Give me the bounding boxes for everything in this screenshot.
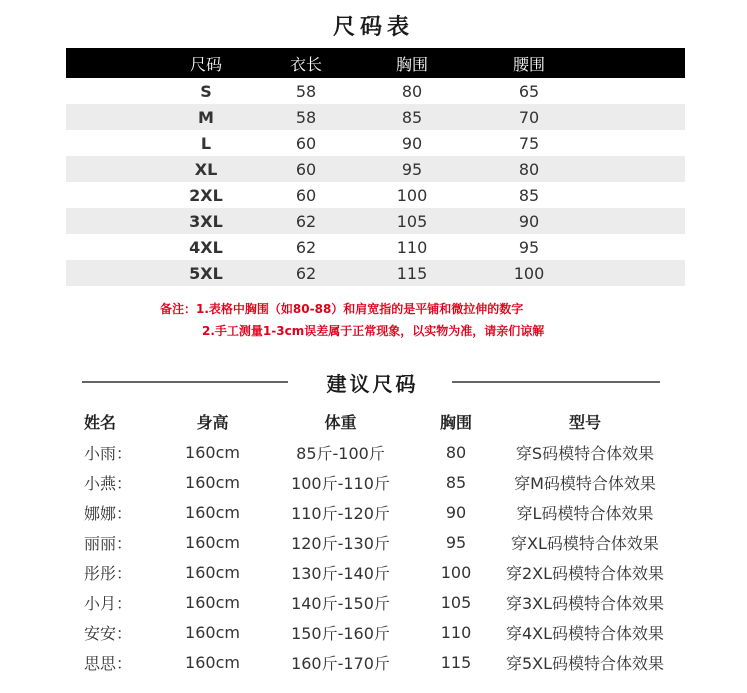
size-cell-size: XL bbox=[194, 159, 218, 179]
recommend-row bbox=[0, 467, 747, 497]
size-cell-length: 60 bbox=[295, 159, 317, 179]
recommend-cell-height: 160cm bbox=[185, 652, 240, 672]
size-cell-length: 62 bbox=[295, 263, 317, 283]
header-bust: 胸围 bbox=[439, 412, 472, 432]
recommend-cell-name: 思思： bbox=[84, 653, 133, 673]
recommend-cell-name: 小雨： bbox=[84, 443, 133, 463]
size-cell-bust: 105 bbox=[396, 211, 428, 231]
recommend-cell-model: 穿M码模特合体效果 bbox=[514, 473, 656, 493]
size-row bbox=[66, 234, 685, 260]
size-cell-length: 58 bbox=[295, 81, 317, 101]
size-row bbox=[66, 208, 685, 234]
divider-left bbox=[82, 381, 288, 383]
header-height: 身高 bbox=[196, 412, 229, 432]
size-cell-bust: 110 bbox=[396, 237, 428, 257]
size-row bbox=[66, 130, 685, 156]
recommend-cell-model: 穿2XL码模特合体效果 bbox=[505, 563, 665, 583]
size-cell-length: 62 bbox=[295, 237, 317, 257]
size-cell-bust: 85 bbox=[401, 107, 423, 127]
recommend-table bbox=[0, 405, 747, 677]
recommend-title: 建议尺码 bbox=[326, 372, 419, 396]
recommend-cell-name: 彤彤： bbox=[84, 563, 133, 583]
size-row bbox=[66, 78, 685, 104]
recommend-cell-model: 穿L码模特合体效果 bbox=[516, 503, 654, 523]
size-chart-title: 尺码表 bbox=[332, 15, 414, 40]
size-cell-size: 2XL bbox=[189, 185, 223, 205]
recommend-cell-name: 小燕： bbox=[84, 473, 133, 493]
recommend-cell-bust: 95 bbox=[445, 532, 467, 552]
recommend-cell-bust: 85 bbox=[445, 472, 467, 492]
recommend-cell-bust: 100 bbox=[440, 562, 472, 582]
recommend-row bbox=[0, 647, 747, 677]
header-bust: 胸围 bbox=[395, 54, 428, 74]
size-cell-waist: 85 bbox=[518, 185, 540, 205]
recommend-cell-weight: 100斤-110斤 bbox=[291, 473, 390, 493]
size-cell-waist: 70 bbox=[518, 107, 540, 127]
size-cell-size: 4XL bbox=[189, 237, 223, 257]
recommend-cell-model: 穿S码模特合体效果 bbox=[515, 443, 655, 463]
size-row bbox=[66, 104, 685, 130]
size-cell-size: 5XL bbox=[189, 263, 223, 283]
recommend-cell-model: 穿4XL码模特合体效果 bbox=[505, 623, 665, 643]
recommend-cell-height: 160cm bbox=[185, 472, 240, 492]
recommend-cell-name: 丽丽： bbox=[84, 533, 133, 553]
header-length: 衣长 bbox=[289, 54, 322, 74]
size-cell-size: S bbox=[200, 81, 212, 101]
recommend-row bbox=[0, 527, 747, 557]
recommend-row bbox=[0, 437, 747, 467]
size-cell-size: 3XL bbox=[189, 211, 223, 231]
recommend-cell-height: 160cm bbox=[185, 502, 240, 522]
recommend-cell-name: 小月： bbox=[84, 593, 133, 613]
size-cell-length: 60 bbox=[295, 185, 317, 205]
recommend-cell-height: 160cm bbox=[185, 562, 240, 582]
size-cell-length: 60 bbox=[295, 133, 317, 153]
size-chart-header bbox=[66, 48, 685, 78]
size-cell-waist: 90 bbox=[518, 211, 540, 231]
recommend-cell-model: 穿5XL码模特合体效果 bbox=[505, 653, 665, 673]
size-cell-bust: 95 bbox=[401, 159, 423, 179]
recommend-row bbox=[0, 557, 747, 587]
size-cell-waist: 75 bbox=[518, 133, 540, 153]
header-waist: 腰围 bbox=[512, 54, 545, 74]
size-cell-length: 58 bbox=[295, 107, 317, 127]
size-cell-length: 62 bbox=[295, 211, 317, 231]
recommend-cell-height: 160cm bbox=[185, 532, 240, 552]
size-row bbox=[66, 182, 685, 208]
note-line-1: 备注：1.表格中胸围（如80-88）和肩宽指的是平铺和微拉伸的数字 bbox=[160, 302, 524, 316]
recommend-row bbox=[0, 497, 747, 527]
size-row bbox=[66, 156, 685, 182]
recommend-cell-weight: 140斤-150斤 bbox=[291, 593, 390, 613]
size-chart-table bbox=[66, 48, 685, 286]
size-cell-size: M bbox=[198, 107, 214, 127]
size-cell-size: L bbox=[200, 133, 212, 153]
note-line-2: 2.手工测量1-3cm误差属于正常现象，以实物为准，请亲们谅解 bbox=[202, 324, 545, 338]
size-row bbox=[66, 260, 685, 286]
recommend-cell-weight: 160斤-170斤 bbox=[291, 653, 390, 673]
size-cell-bust: 100 bbox=[396, 185, 428, 205]
recommend-cell-name: 安安： bbox=[84, 623, 133, 643]
recommend-header bbox=[0, 405, 747, 437]
recommend-cell-bust: 105 bbox=[440, 592, 472, 612]
recommend-cell-model: 穿XL码模特合体效果 bbox=[511, 533, 659, 553]
recommend-cell-weight: 85斤-100斤 bbox=[296, 443, 385, 463]
recommend-cell-weight: 150斤-160斤 bbox=[291, 623, 390, 643]
divider-right bbox=[452, 381, 660, 383]
recommend-cell-name: 娜娜： bbox=[84, 503, 133, 523]
recommend-cell-bust: 110 bbox=[440, 622, 472, 642]
size-cell-waist: 95 bbox=[518, 237, 540, 257]
recommend-row bbox=[0, 587, 747, 617]
recommend-cell-height: 160cm bbox=[185, 622, 240, 642]
header-name: 姓名 bbox=[84, 412, 117, 432]
recommend-cell-bust: 80 bbox=[445, 442, 467, 462]
recommend-cell-weight: 110斤-120斤 bbox=[291, 503, 390, 523]
recommend-cell-model: 穿3XL码模特合体效果 bbox=[505, 593, 665, 613]
recommend-cell-weight: 120斤-130斤 bbox=[291, 533, 390, 553]
header-weight: 体重 bbox=[324, 412, 357, 432]
size-cell-waist: 80 bbox=[518, 159, 540, 179]
recommend-cell-bust: 90 bbox=[445, 502, 467, 522]
size-cell-waist: 65 bbox=[518, 81, 540, 101]
size-cell-waist: 100 bbox=[513, 263, 545, 283]
header-model: 型号 bbox=[568, 412, 601, 432]
recommend-cell-bust: 115 bbox=[440, 652, 472, 672]
recommend-cell-height: 160cm bbox=[185, 592, 240, 612]
size-cell-bust: 90 bbox=[401, 133, 423, 153]
size-cell-bust: 115 bbox=[396, 263, 428, 283]
recommend-row bbox=[0, 617, 747, 647]
recommend-cell-height: 160cm bbox=[185, 442, 240, 462]
recommend-cell-weight: 130斤-140斤 bbox=[291, 563, 390, 583]
size-cell-bust: 80 bbox=[401, 81, 423, 101]
header-size: 尺码 bbox=[189, 54, 222, 74]
